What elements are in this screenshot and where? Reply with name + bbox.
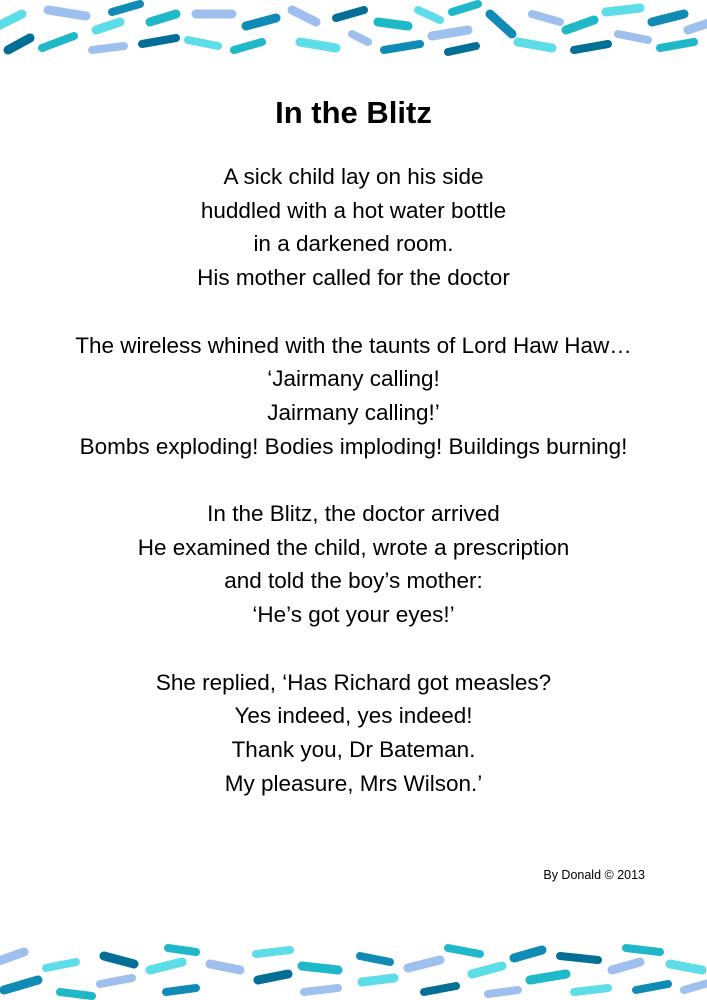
poem-line: Bombs exploding! Bodies imploding! Buildings burning!	[79, 433, 628, 459]
poem-line: His mother called for the doctor	[197, 265, 510, 291]
poem-line: ‘Jairmany calling!	[267, 366, 440, 392]
brush-strokes-bottom	[0, 940, 707, 1000]
poem-line: huddled with a hot water bottle	[200, 197, 507, 223]
poem-line: My pleasure, Mrs Wilson.’	[224, 770, 483, 796]
brush-strokes-top	[0, 0, 707, 60]
stanza-2	[45, 329, 662, 464]
poem-line: ‘He’s got your eyes!’	[252, 602, 455, 628]
poem-line: A sick child lay on his side	[223, 164, 484, 189]
poem-line: He examined the child, wrote a prescription	[137, 534, 570, 560]
poem-line: The wireless whined with the taunts of Lord Haw Haw…	[75, 332, 632, 358]
bottom-decorative-border	[0, 940, 707, 1000]
stanza-3	[45, 497, 662, 632]
poem-line: In the Blitz, the doctor arrived	[207, 501, 500, 526]
poem-line: Yes indeed, yes indeed!	[234, 703, 473, 729]
poem-line: Thank you, Dr Bateman.	[231, 736, 476, 762]
poem-line: in a darkened room.	[253, 231, 454, 257]
poem-title: In the Blitz	[275, 95, 432, 130]
poem-line: She replied, ‘Has Richard got measles?	[155, 669, 552, 695]
stanza-4	[45, 666, 662, 801]
author-byline: By Donald © 2013	[543, 868, 645, 882]
top-decorative-border	[0, 0, 707, 60]
stanza-1	[45, 160, 662, 295]
poem-line: and told the boy’s mother:	[224, 568, 483, 594]
poem-body	[45, 160, 662, 800]
poem-line: Jairmany calling!’	[267, 399, 440, 425]
